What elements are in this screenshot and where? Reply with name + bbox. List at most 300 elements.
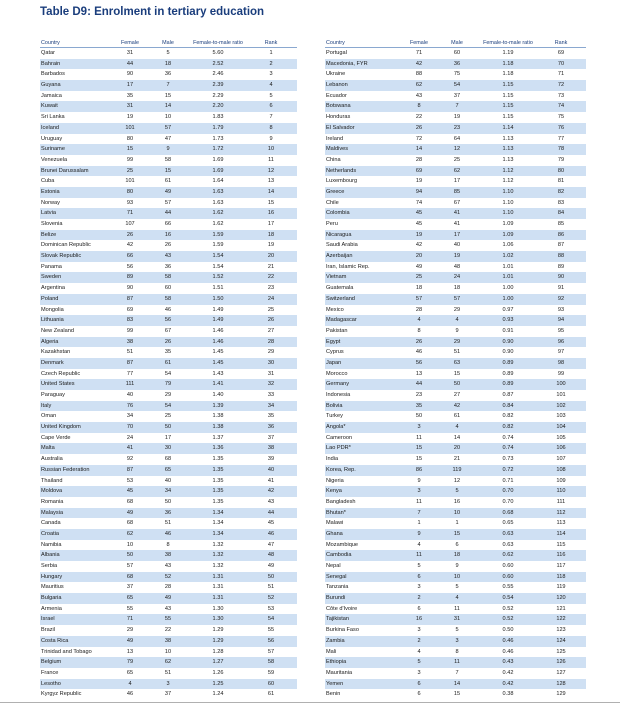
cell-male: 17 bbox=[453, 178, 461, 185]
cell-male: 40 bbox=[453, 242, 461, 249]
cell-ratio: 1.09 bbox=[502, 231, 514, 238]
table-row bbox=[40, 48, 297, 59]
cell-male: 43 bbox=[164, 563, 172, 569]
cell-male: 57 bbox=[164, 124, 172, 131]
cell-male: 41 bbox=[453, 221, 461, 227]
cell-male: 30 bbox=[164, 445, 172, 452]
header-ratio: Female-to-male ratio bbox=[193, 40, 243, 46]
cell-female: 10 bbox=[126, 541, 134, 548]
cell-male: 36 bbox=[164, 71, 172, 78]
table-row bbox=[40, 529, 297, 540]
cell-ratio: 0.43 bbox=[502, 659, 514, 666]
cell-male: 52 bbox=[164, 573, 172, 580]
cell-female: 90 bbox=[126, 285, 134, 292]
cell-rank: 27 bbox=[267, 327, 275, 334]
cell-ratio: 0.38 bbox=[502, 691, 514, 698]
table-row bbox=[325, 647, 586, 658]
cell-country: Panama bbox=[41, 263, 62, 270]
cell-ratio: 1.69 bbox=[212, 156, 224, 163]
table-row bbox=[40, 198, 297, 209]
cell-ratio: 1.38 bbox=[212, 424, 224, 431]
cell-male: 25 bbox=[164, 413, 172, 420]
right-table-header bbox=[325, 27, 586, 48]
cell-ratio: 1.37 bbox=[212, 434, 224, 441]
cell-rank: 78 bbox=[557, 146, 565, 153]
cell-ratio: 1.10 bbox=[502, 188, 514, 195]
cell-female: 8 bbox=[417, 327, 421, 334]
cell-ratio: 1.35 bbox=[212, 456, 224, 463]
cell-country: Tanzania bbox=[326, 584, 349, 591]
table-row bbox=[40, 465, 297, 476]
cell-female: 41 bbox=[126, 445, 134, 452]
cell-female: 69 bbox=[126, 306, 134, 313]
left-table bbox=[40, 27, 297, 700]
cell-rank: 77 bbox=[557, 135, 565, 142]
cell-female: 6 bbox=[417, 691, 421, 698]
table-row bbox=[40, 166, 297, 177]
cell-male: 49 bbox=[164, 595, 172, 602]
table-row bbox=[40, 272, 297, 283]
cell-female: 2 bbox=[417, 637, 421, 644]
cell-female: 99 bbox=[126, 327, 134, 334]
table-row bbox=[325, 176, 586, 187]
table-row bbox=[325, 80, 586, 91]
table-row bbox=[40, 358, 297, 369]
cell-country: Bahrain bbox=[41, 60, 61, 67]
cell-country: Nicaragua bbox=[326, 231, 352, 238]
cell-female: 45 bbox=[415, 221, 423, 227]
table-row bbox=[325, 465, 586, 476]
cell-rank: 80 bbox=[557, 167, 565, 174]
cell-country: Argentina bbox=[41, 285, 65, 292]
cell-rank: 119 bbox=[556, 584, 566, 591]
table-row bbox=[40, 91, 297, 102]
cell-country: Algeria bbox=[41, 338, 59, 345]
cell-female: 80 bbox=[126, 188, 134, 195]
cell-country: Poland bbox=[41, 295, 59, 302]
cell-ratio: 1.15 bbox=[502, 92, 514, 99]
cell-rank: 129 bbox=[556, 691, 566, 698]
cell-country: Honduras bbox=[326, 114, 351, 121]
table-row bbox=[40, 101, 297, 112]
cell-rank: 9 bbox=[269, 135, 273, 142]
table-row bbox=[325, 112, 586, 123]
cell-male: 40 bbox=[164, 477, 172, 484]
cell-female: 3 bbox=[417, 669, 421, 676]
cell-male: 67 bbox=[164, 327, 172, 334]
cell-rank: 87 bbox=[557, 242, 565, 249]
cell-rank: 108 bbox=[556, 466, 566, 473]
cell-rank: 109 bbox=[556, 477, 566, 484]
cell-country: Oman bbox=[41, 413, 57, 420]
cell-rank: 58 bbox=[267, 659, 275, 666]
cell-female: 15 bbox=[415, 445, 423, 452]
cell-country: Guatemala bbox=[326, 285, 354, 292]
cell-female: 68 bbox=[126, 498, 134, 505]
cell-rank: 56 bbox=[267, 637, 275, 644]
cell-female: 87 bbox=[126, 295, 134, 302]
cell-male: 21 bbox=[453, 456, 461, 463]
cell-female: 50 bbox=[415, 413, 423, 420]
cell-ratio: 1.30 bbox=[212, 605, 224, 612]
cell-country: Greece bbox=[326, 188, 345, 195]
cell-ratio: 0.55 bbox=[502, 584, 514, 591]
cell-ratio: 1.32 bbox=[212, 552, 224, 559]
cell-ratio: 0.52 bbox=[502, 605, 514, 612]
cell-rank: 116 bbox=[556, 552, 566, 559]
cell-country: Czech Republic bbox=[41, 370, 81, 377]
cell-country: Cape Verde bbox=[41, 434, 71, 441]
cell-ratio: 1.62 bbox=[212, 210, 224, 217]
cell-male: 60 bbox=[453, 50, 461, 56]
cell-rank: 88 bbox=[557, 253, 565, 260]
cell-ratio: 1.28 bbox=[212, 648, 224, 655]
cell-female: 57 bbox=[126, 563, 134, 569]
cell-rank: 29 bbox=[267, 349, 275, 356]
cell-country: Angola* bbox=[326, 424, 346, 431]
cell-male: 44 bbox=[164, 210, 172, 217]
cell-female: 3 bbox=[417, 488, 421, 495]
cell-rank: 94 bbox=[557, 317, 565, 324]
cell-ratio: 1.01 bbox=[502, 274, 514, 281]
cell-ratio: 1.25 bbox=[212, 680, 224, 687]
header-country: Country bbox=[326, 40, 345, 46]
cell-female: 69 bbox=[415, 167, 423, 174]
cell-ratio: 1.46 bbox=[212, 338, 224, 345]
table-row bbox=[40, 625, 297, 636]
cell-female: 62 bbox=[126, 530, 134, 537]
table-row bbox=[325, 59, 586, 70]
table-row bbox=[325, 689, 586, 700]
cell-male: 7 bbox=[455, 669, 459, 676]
cell-ratio: 1.35 bbox=[212, 466, 224, 473]
cell-ratio: 1.59 bbox=[212, 231, 224, 238]
cell-rank: 46 bbox=[267, 530, 275, 537]
cell-ratio: 1.09 bbox=[502, 221, 514, 227]
cell-country: Costa Rica bbox=[41, 637, 69, 644]
cell-male: 19 bbox=[453, 253, 461, 260]
cell-country: Mexico bbox=[326, 306, 344, 313]
table-row bbox=[40, 283, 297, 294]
cell-country: Ghana bbox=[326, 530, 343, 537]
cell-male: 51 bbox=[164, 520, 172, 527]
cell-country: Romania bbox=[41, 498, 64, 505]
table-row bbox=[325, 48, 586, 59]
cell-rank: 114 bbox=[556, 530, 566, 537]
cell-country: Yemen bbox=[326, 680, 344, 687]
cell-rank: 3 bbox=[269, 71, 273, 78]
table-row bbox=[40, 176, 297, 187]
cell-female: 35 bbox=[415, 402, 423, 409]
cell-female: 43 bbox=[415, 92, 423, 99]
cell-rank: 89 bbox=[557, 263, 565, 270]
cell-male: 10 bbox=[453, 509, 461, 516]
cell-country: Estonia bbox=[41, 188, 60, 195]
cell-country: Botswana bbox=[326, 103, 351, 110]
cell-ratio: 0.87 bbox=[502, 392, 514, 398]
cell-ratio: 0.74 bbox=[502, 445, 514, 452]
cell-ratio: 0.74 bbox=[502, 434, 514, 441]
cell-female: 83 bbox=[126, 317, 134, 324]
cell-ratio: 0.63 bbox=[502, 541, 514, 548]
cell-rank: 126 bbox=[556, 659, 566, 666]
cell-country: Albania bbox=[41, 552, 60, 559]
cell-ratio: 0.91 bbox=[502, 327, 514, 334]
table-row bbox=[40, 305, 297, 316]
cell-country: Ecuador bbox=[326, 92, 347, 99]
cell-country: Colombia bbox=[326, 210, 350, 217]
cell-ratio: 0.52 bbox=[502, 616, 514, 623]
cell-rank: 82 bbox=[557, 188, 565, 195]
cell-rank: 34 bbox=[267, 402, 275, 409]
table-row bbox=[325, 358, 586, 369]
cell-female: 77 bbox=[126, 370, 134, 377]
cell-ratio: 0.89 bbox=[502, 359, 514, 366]
cell-rank: 30 bbox=[267, 359, 275, 366]
cell-ratio: 1.63 bbox=[212, 199, 224, 206]
cell-country: Iran, Islamic Rep. bbox=[326, 263, 370, 270]
cell-ratio: 1.50 bbox=[212, 295, 224, 302]
cell-female: 9 bbox=[417, 477, 421, 484]
cell-country: Burundi bbox=[326, 595, 346, 602]
cell-ratio: 1.29 bbox=[212, 637, 224, 644]
cell-rank: 14 bbox=[267, 188, 275, 195]
cell-female: 9 bbox=[417, 530, 421, 537]
table-row bbox=[325, 219, 586, 230]
cell-country: Mauritania bbox=[326, 669, 353, 676]
table-row bbox=[325, 454, 586, 465]
cell-male: 43 bbox=[164, 253, 172, 260]
cell-male: 8 bbox=[455, 648, 459, 655]
cell-country: Norway bbox=[41, 199, 60, 206]
cell-male: 50 bbox=[453, 381, 461, 388]
cell-male: 57 bbox=[164, 199, 172, 206]
cell-male: 20 bbox=[453, 445, 461, 452]
cell-female: 51 bbox=[126, 349, 134, 356]
cell-female: 94 bbox=[415, 188, 423, 195]
cell-male: 12 bbox=[453, 146, 461, 153]
cell-rank: 38 bbox=[267, 445, 275, 452]
cell-rank: 81 bbox=[557, 178, 565, 185]
cell-rank: 120 bbox=[556, 595, 566, 602]
cell-rank: 1 bbox=[269, 50, 273, 56]
table-row bbox=[325, 561, 586, 572]
cell-rank: 84 bbox=[557, 210, 565, 217]
cell-male: 26 bbox=[164, 338, 172, 345]
table-row bbox=[40, 422, 297, 433]
table-row bbox=[40, 390, 297, 401]
cell-rank: 96 bbox=[557, 338, 565, 345]
cell-male: 5 bbox=[166, 50, 170, 56]
cell-male: 5 bbox=[455, 627, 459, 634]
table-row bbox=[40, 240, 297, 251]
cell-country: Slovak Republic bbox=[41, 253, 82, 260]
cell-rank: 75 bbox=[557, 114, 565, 121]
cell-female: 17 bbox=[126, 82, 134, 89]
cell-female: 40 bbox=[126, 392, 134, 398]
cell-female: 34 bbox=[126, 413, 134, 420]
cell-male: 29 bbox=[164, 392, 172, 398]
cell-ratio: 0.42 bbox=[502, 680, 514, 687]
cell-female: 13 bbox=[126, 648, 134, 655]
cell-male: 58 bbox=[164, 274, 172, 281]
table-row bbox=[40, 593, 297, 604]
cell-male: 36 bbox=[164, 263, 172, 270]
cell-country: Jamaica bbox=[41, 92, 62, 99]
cell-male: 25 bbox=[453, 156, 461, 163]
cell-country: Namibia bbox=[41, 541, 62, 548]
cell-ratio: 1.54 bbox=[212, 253, 224, 260]
cell-ratio: 0.54 bbox=[502, 595, 514, 602]
cell-rank: 55 bbox=[267, 627, 275, 634]
cell-female: 99 bbox=[126, 156, 134, 163]
cell-male: 64 bbox=[453, 135, 461, 142]
cell-country: Israel bbox=[41, 616, 55, 623]
cell-male: 4 bbox=[455, 595, 459, 602]
table-row bbox=[325, 305, 586, 316]
cell-country: Zambia bbox=[326, 637, 345, 644]
cell-male: 11 bbox=[454, 659, 460, 666]
cell-female: 89 bbox=[126, 274, 134, 281]
cell-female: 86 bbox=[415, 466, 423, 473]
cell-rank: 111 bbox=[556, 498, 566, 505]
cell-ratio: 1.10 bbox=[502, 199, 514, 206]
cell-ratio: 1.34 bbox=[212, 520, 224, 527]
cell-rank: 127 bbox=[556, 669, 566, 676]
cell-male: 3 bbox=[166, 680, 170, 687]
cell-country: Kuwait bbox=[41, 103, 58, 110]
cell-female: 11 bbox=[416, 498, 422, 505]
cell-country: Thailand bbox=[41, 477, 63, 484]
cell-country: Kenya bbox=[326, 488, 342, 495]
right-table-body bbox=[325, 48, 586, 700]
cell-female: 3 bbox=[417, 424, 421, 431]
cell-female: 7 bbox=[417, 509, 421, 516]
cell-male: 54 bbox=[164, 370, 172, 377]
cell-male: 85 bbox=[453, 188, 461, 195]
cell-rank: 21 bbox=[267, 263, 275, 270]
cell-female: 5 bbox=[417, 563, 421, 569]
cell-female: 44 bbox=[415, 381, 423, 388]
cell-ratio: 5.60 bbox=[212, 50, 224, 56]
cell-male: 23 bbox=[453, 124, 461, 131]
cell-female: 26 bbox=[415, 124, 423, 131]
cell-rank: 5 bbox=[269, 92, 273, 99]
cell-country: Hungary bbox=[41, 573, 63, 580]
cell-rank: 92 bbox=[557, 295, 565, 302]
cell-rank: 83 bbox=[557, 199, 565, 206]
table-row bbox=[40, 454, 297, 465]
cell-country: Kazakhstan bbox=[41, 349, 71, 356]
cell-rank: 74 bbox=[557, 103, 565, 110]
cell-female: 6 bbox=[417, 605, 421, 612]
cell-male: 27 bbox=[453, 392, 461, 398]
cell-female: 62 bbox=[415, 82, 423, 89]
cell-male: 29 bbox=[453, 306, 461, 313]
cell-country: Canada bbox=[41, 520, 61, 527]
cell-rank: 122 bbox=[556, 616, 566, 623]
cell-country: Moldova bbox=[41, 488, 63, 495]
cell-country: Pakistan bbox=[326, 327, 348, 334]
table-row bbox=[325, 315, 586, 326]
cell-female: 111 bbox=[125, 381, 135, 388]
cell-country: Chile bbox=[326, 199, 339, 206]
cell-country: Belize bbox=[41, 231, 57, 238]
cell-ratio: 0.89 bbox=[502, 370, 514, 377]
cell-country: Barbados bbox=[41, 71, 65, 78]
cell-country: Ethiopia bbox=[326, 659, 347, 666]
cell-female: 22 bbox=[415, 114, 423, 121]
cell-male: 55 bbox=[164, 616, 172, 623]
cell-female: 101 bbox=[125, 178, 135, 185]
cell-male: 35 bbox=[164, 349, 172, 356]
cell-male: 18 bbox=[453, 285, 461, 292]
cell-ratio: 1.13 bbox=[502, 146, 514, 153]
cell-country: Mozambique bbox=[326, 541, 359, 548]
cell-country: Trinidad and Tobago bbox=[41, 648, 92, 655]
table-row bbox=[40, 155, 297, 166]
cell-male: 37 bbox=[453, 92, 461, 99]
cell-ratio: 1.35 bbox=[212, 498, 224, 505]
cell-country: Australia bbox=[41, 456, 63, 463]
table-row bbox=[40, 518, 297, 529]
cell-country: Kyrgyz Republic bbox=[41, 691, 82, 698]
cell-rank: 10 bbox=[267, 146, 275, 153]
cell-ratio: 0.90 bbox=[502, 349, 514, 356]
cell-country: Malta bbox=[41, 445, 55, 452]
table-row bbox=[325, 91, 586, 102]
cell-ratio: 1.40 bbox=[212, 392, 224, 398]
cell-female: 5 bbox=[417, 659, 421, 666]
cell-female: 70 bbox=[126, 424, 134, 431]
cell-female: 26 bbox=[415, 338, 423, 345]
cell-ratio: 1.14 bbox=[502, 124, 514, 131]
cell-male: 56 bbox=[164, 317, 172, 324]
cell-ratio: 1.63 bbox=[212, 188, 224, 195]
cell-female: 4 bbox=[417, 317, 421, 324]
cell-country: Lebanon bbox=[326, 82, 348, 89]
cell-country: Italy bbox=[41, 402, 52, 409]
cell-female: 31 bbox=[126, 50, 134, 56]
cell-ratio: 1.27 bbox=[212, 659, 224, 666]
header-country: Country bbox=[41, 40, 60, 46]
cell-country: United States bbox=[41, 381, 75, 388]
cell-male: 42 bbox=[453, 402, 461, 409]
cell-male: 6 bbox=[455, 541, 459, 548]
cell-female: 53 bbox=[126, 477, 134, 484]
table-row bbox=[40, 636, 297, 647]
table-row bbox=[40, 294, 297, 305]
cell-ratio: 1.83 bbox=[212, 114, 224, 121]
cell-female: 8 bbox=[417, 103, 421, 110]
cell-country: Maldives bbox=[326, 146, 349, 153]
cell-female: 45 bbox=[415, 210, 423, 217]
cell-country: Macedonia, FYR bbox=[326, 60, 368, 67]
cell-male: 22 bbox=[164, 627, 172, 634]
cell-male: 34 bbox=[164, 488, 172, 495]
cell-ratio: 1.45 bbox=[212, 359, 224, 366]
table-row bbox=[40, 262, 297, 273]
cell-male: 50 bbox=[164, 424, 172, 431]
table-row bbox=[40, 112, 297, 123]
table-row bbox=[40, 251, 297, 262]
cell-ratio: 1.01 bbox=[502, 263, 514, 270]
cell-rank: 102 bbox=[556, 402, 566, 409]
table-row bbox=[40, 315, 297, 326]
cell-female: 76 bbox=[126, 402, 134, 409]
cell-female: 49 bbox=[415, 263, 423, 270]
cell-country: Netherlands bbox=[326, 167, 357, 174]
